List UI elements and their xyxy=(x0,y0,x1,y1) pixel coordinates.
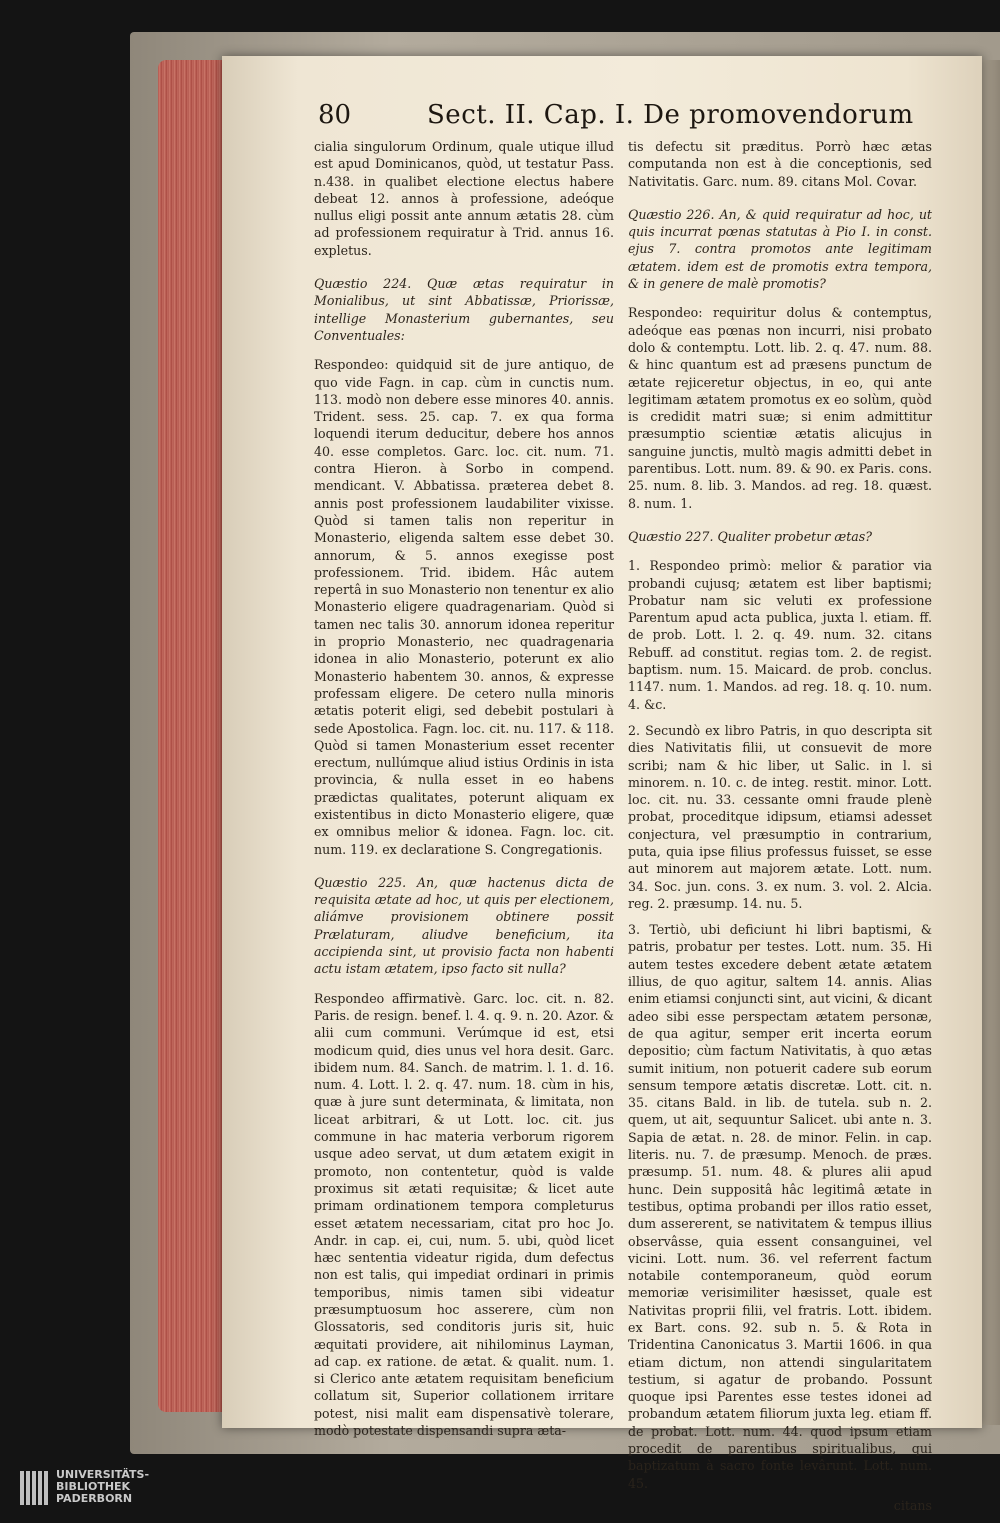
library-logo-icon xyxy=(20,1471,48,1505)
paragraph: Respondeo affirmativè. Garc. loc. cit. n. 82. Paris. de resign. benef. l. 4. q. 9. n. 20. Azor. & alii cum communi. Verúmque id est, etsi modicum quid, dies unus vel hora desit. Garc. ibidem num. 84. Sanch. de matrim. l. 1. d. 16. num. 4. Lott. l. 2. q. 47. num. 18. cùm in his, quæ à jure sunt determinata, & limitata, non liceat arbitrari, & ut Lott. loc. cit. jus commune in hac materia verborum rigorem usque adeo servat, ut dum ætatem exigit in promoto, non contentetur, quòd is valde proximus sit ætati requisitæ; & licet aute primam ordinationem tempora completurus esset ætatem necessariam, citat pro hoc Jo. Andr. in cap. ei, cui, num. 5. ubi, quòd licet hæc sententia videatur rigida, dum defectus non est talis, qui impediat ordinari in primis temporibus, nimis tamen sibi videatur præsumptuosum hoc asserere, cùm non Glossatoris, sed conditoris juris sit, huic æquitati providere, ait nihilominus Layman, ad cap. ex ratione. de ætat. & qualit. num. 1. si Clerico ante ætatem requisitam beneficium collatum sit, Superior collationem irritare potest, nisi malit eam dispensativè tolerare, modò potestate dispensandi supra æta- xyxy=(314,990,614,1439)
paragraph: 3. Tertiò, ubi deficiunt hi libri baptismi, & patris, probatur per testes. Lott. num. 35. Hi autem testes excedere debent ætate ætatem illius, de quo agitur, saltem 14. annis. Alias enim etiamsi conjuncti sint, aut vicini, & dicant adeo sibi esse perspectam ætatem personæ, de qua agitur, semper erit incerta eorum depositio; cùm factum Nativitatis, à quo ætas sumit initium, non potuerit cadere sub eorum sensum tempore ætatis discretæ. Lott. cit. n. 35. citans Bald. in lib. de tutela. sub n. 2. quem, ut ait, sequuntur Salicet. ubi ante n. 3. Sapia de ætat. n. 28. de minor. Felin. in cap. literis. nu. 7. de præsump. Menoch. de præs. præsump. 51. num. 48. & plures alii apud hunc. Dein suppositâ hâc legitimâ ætate in testibus, optima probandi per illos ratio esset, dum assererent, se nativitatem & tempus illius observâsse, quia essent consanguinei, vel vicini. Lott. num. 36. vel referrent factum notabile contemporaneum, quòd eorum memoriæ verisimiliter hæsisset, quale est Nativitas proprii filii, vel fratris. Lott. ibidem. ex Bart. cons. 92. sub n. 5. & Rota in Tridentina Canonicatus 3. Martii 1606. in qua etiam dictum, non attendi singularitatem testium, si agatur de probando. Possunt quoque ipsi Parentes esse testes idonei ad probandum ætatem filiorum juxta leg. etiam ff. de probat. Lott. num. 44. quod ipsum etiam procedit de parentibus spiritualibus, qui baptizatum à sacro fonte levârunt. Lott. num. 45. xyxy=(628,922,932,1491)
question-heading: Quæstio 225. An, quæ hactenus dicta de requisita ætate ad hoc, ut quis per electionem, aliámve provisionem obtinere possit Prælaturam, aliudve beneficium, ita accipienda sint, ut provisio facta non habenti actu istam ætatem, ipso facto sit nulla? xyxy=(314,874,614,977)
paragraph: 2. Secundò ex libro Patris, in quo descripta sit dies Nativitatis filii, ut consuevit de more scribi; nam & hic liber, ut Salic. in l. si minorem. n. 10. c. de integ. restit. minor. Lott. loc. cit. nu. 33. cessante omni fraude plenè probat, proceditque idipsum, etiamsi adesset conjectura, vel præsumptio in contrarium, puta, quia ipse filius professus fuisset, se esse aut minorem aut majorem ætate. Lott. num. 34. Soc. jun. cons. 3. ex num. 3. vol. 2. Alcia. reg. 2. præsump. 14. nu. 5. xyxy=(628,722,932,911)
paragraph: tis defectu sit præditus. Porrò hæc ætas computanda non est à die conceptionis, sed Nativitatis. Garc. num. 89. citans Mol. Covar. xyxy=(628,139,932,189)
page-edges-red xyxy=(158,60,228,1412)
book-page xyxy=(222,56,982,1513)
logo-line: BIBLIOTHEK xyxy=(56,1480,131,1493)
paragraph: Respondeo: requiritur dolus & contemptus, adeóque eas pœnas non incurri, nisi probato dolo & contemptu. Lott. lib. 2. q. 47. num. 88. & hinc quantum est ad præsens punctum de ætate rejiceretur objectus, in eo, qui ante legitimam ætatem promotus ex eo solùm, quòd is credidit matri suæ; si enim admittitur præsumptio scientiæ ætatis alicujus in sanguine junctis, multò magis admitti debet in parentibus. Lott. num. 89. & 90. ex Paris. cons. 25. num. 8. lib. 3. Mandos. ad reg. 18. quæst. 8. num. 1. xyxy=(628,305,932,511)
running-title: Sect. II. Cap. I. De promovendorum xyxy=(427,100,914,130)
question-heading: Quæstio 227. Qualiter probetur ætas? xyxy=(628,528,872,544)
logo-line: PADERBORN xyxy=(56,1492,133,1505)
text-column-right xyxy=(628,138,932,1523)
question-heading: Quæstio 226. An, & quid requiratur ad hoc, ut quis incurrat pœnas statutas à Pio I. in const. ejus 7. contra promotos ante legitimam ætatem. idem est de promotis extra tempora, & in genere de malè promotis? xyxy=(628,206,932,292)
logo-line: UNIVERSITÄTS- xyxy=(56,1468,150,1481)
library-logo xyxy=(20,1469,280,1509)
paragraph: Respondeo: quidquid sit de jure antiquo, de quo vide Fagn. in cap. cùm in cunctis num. 113. modò non debere esse minores 40. annis. Trident. sess. 25. cap. 7. ex qua forma loquendi iterum deducitur, debere hos annos 40. esse completos. Garc. loc. cit. num. 71. contra Hieron. à Sorbo in compend. mendicant. V. Abbatissa. præterea debet 8. annis post professionem laudabiliter vixisse. Quòd si tamen talis non reperitur in Monasterio, eligenda saltem esse debet 30. annorum, & 5. annos exegisse post professionem. Trid. ibidem. Hâc autem repertâ in suo Monasterio non tenentur ex alio Monasterio eligere quadragenariam. Quòd si tamen nec talis 30. annorum idonea reperitur in proprio Monasterio, nec quadragenaria idonea in alio Monasterio, poterunt ex alio Monasterio habentem 30. annos, & expresse professam eligere. De cetero nulla minoris ætatis poterit eligi, sed debebit postulari à sede Apostolica. Fagn. loc. cit. nu. 117. & 118. Quòd si tamen Monasterium esset recenter erectum, nullúmque aliud istius Ordinis in ista provincia, & nulla esset in eo habens prædictas qualitates, poterunt aliquam ex existentibus in dicto Monasterio eligere, quæ ex omnibus melior & idonea. Fagn. loc. cit. num. 119. ex declaratione S. Congregationis. xyxy=(314,357,614,857)
paragraph: cialia singulorum Ordinum, quale utique illud est apud Dominicanos, quòd, ut testatur Pass. n.438. in qualibet electione electus habere debeat 12. annos à professione, adeóque nullus eligi possit ante annum ætatis 28. cùm ad professionem requiratur à Trid. annus 16. expletus. xyxy=(314,139,614,258)
text-column-left xyxy=(314,138,614,1448)
library-logo-text xyxy=(56,1469,149,1505)
page-number: 80 xyxy=(318,100,352,130)
question-heading: Quæstio 224. Quæ ætas requiratur in Monialibus, ut sint Abbatissæ, Priorissæ, intellige Monasterium gubernantes, seu Conventuales: xyxy=(314,276,614,343)
catchword: citans xyxy=(893,1497,932,1513)
paragraph: 1. Respondeo primò: melior & paratior via probandi cujusq; ætatem est liber baptismi; Probatur nam sic veluti ex professione Parentum apud acta publica, juxta l. etiam. ff. de prob. Lott. l. 2. q. 49. num. 32. citans Rebuff. ad constitut. regias tom. 2. de regist. baptism. num. 15. Maicard. de prob. conclus. 1147. num. 1. Mandos. ad reg. 18. q. 10. num. 4. &c. xyxy=(628,558,932,712)
running-head xyxy=(222,100,982,140)
